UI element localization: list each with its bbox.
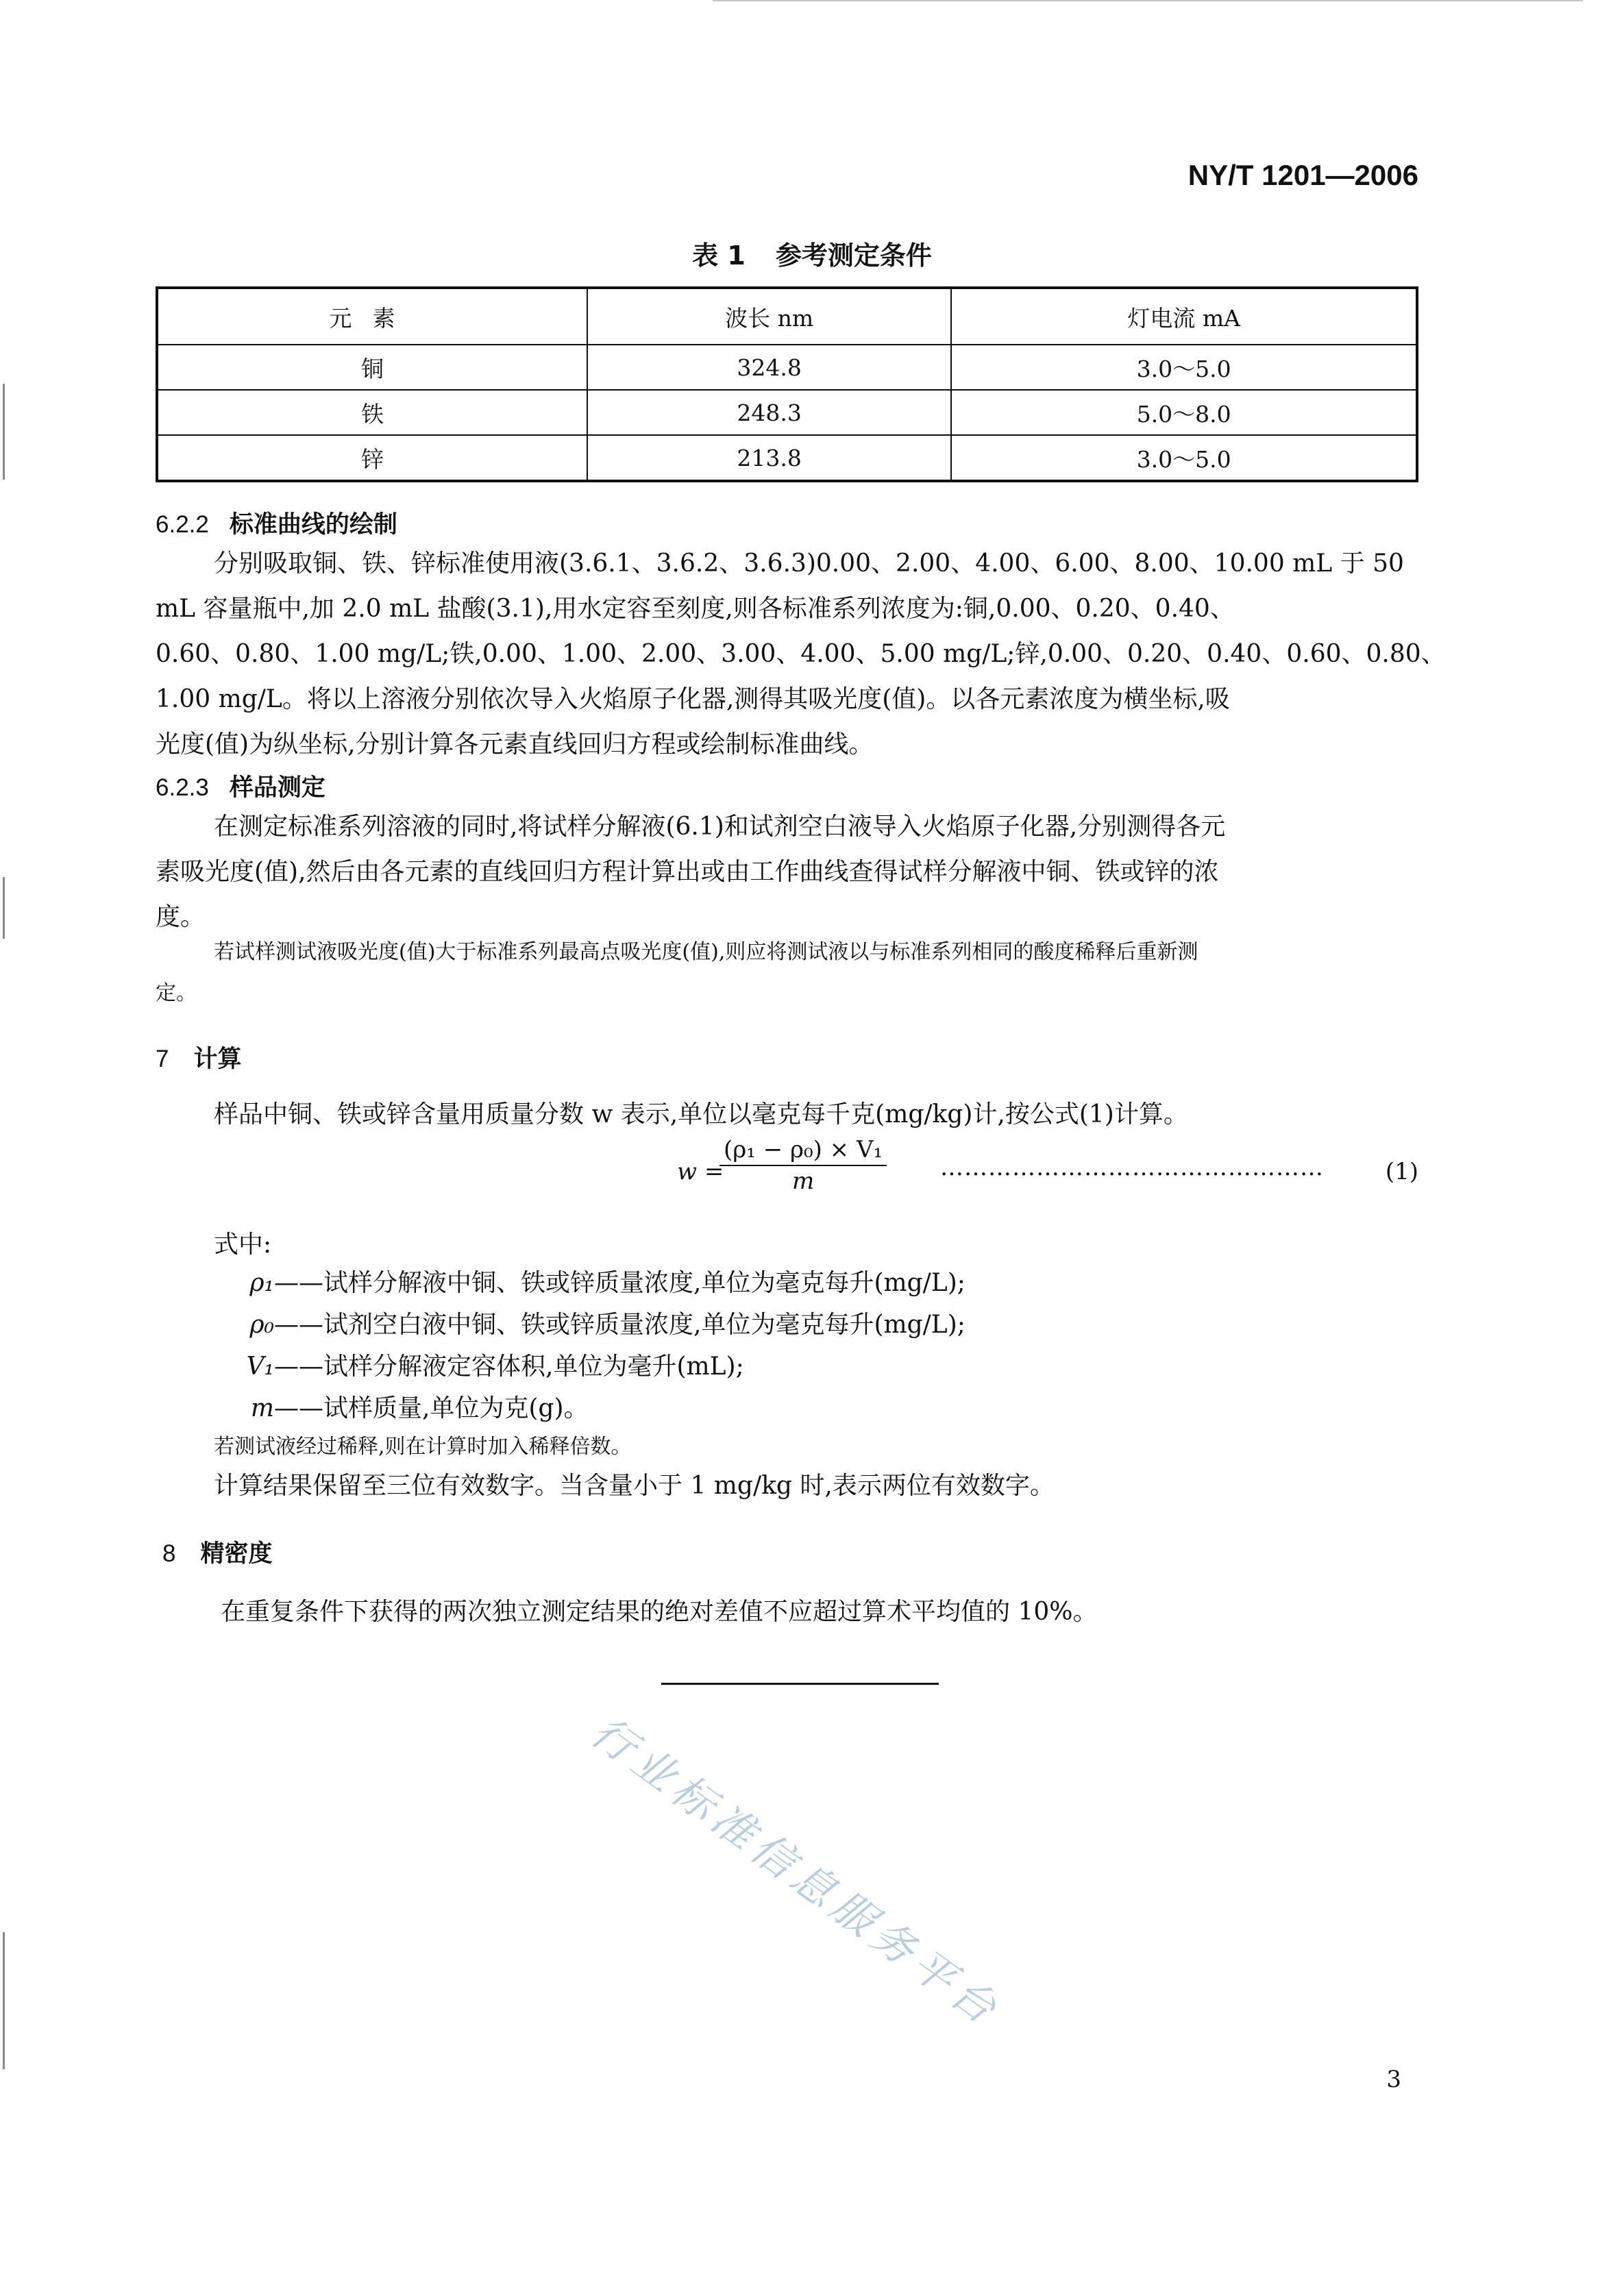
legend-symbol: ρ₀ <box>249 1311 274 1339</box>
table-number: 表 1 <box>692 240 746 271</box>
legend-text: ——试剂空白液中铜、铁或锌质量浓度,单位为毫克每升(mg/L); <box>274 1311 965 1339</box>
end-rule <box>661 1683 939 1685</box>
scan-edge-mark <box>713 0 1583 1</box>
reference-conditions-table <box>156 286 1418 482</box>
cell-element: 锌 <box>157 435 587 481</box>
note-line: 定。 <box>156 981 197 1005</box>
scan-edge-mark <box>3 877 5 939</box>
formula-leader-dots: ………………………………………… <box>940 1154 1324 1181</box>
legend-symbol: V₁ <box>246 1353 274 1381</box>
cell-lamp-current: 3.0～5.0 <box>951 435 1417 481</box>
section-title: 标准曲线的绘制 <box>229 511 397 539</box>
formula-where-label: 式中: <box>214 1231 272 1259</box>
table-row <box>157 390 1417 435</box>
formula-equation-number: (1) <box>1385 1158 1418 1185</box>
legend-item <box>199 1346 744 1387</box>
page-number: 3 <box>1386 2066 1401 2093</box>
legend-symbol: m <box>250 1394 274 1422</box>
section-number: 6.2.3 <box>156 774 209 801</box>
cell-lamp-current: 3.0～5.0 <box>951 345 1417 390</box>
legend-item <box>199 1387 589 1429</box>
paragraph-line: 素吸光度(值),然后由各元素的直线回归方程计算出或由工作曲线查得试样分解液中铜、铁或锌的浓 <box>156 858 1219 886</box>
cell-element: 铁 <box>157 390 587 435</box>
section-number: 6.2.2 <box>156 511 209 538</box>
legend-text: ——试样分解液定容体积,单位为毫升(mL); <box>274 1353 744 1381</box>
section-title: 计算 <box>193 1046 242 1073</box>
column-header-lamp-current: 灯电流 mA <box>951 288 1417 345</box>
cell-wavelength: 248.3 <box>587 390 951 435</box>
section-title: 样品测定 <box>229 774 325 802</box>
section-heading-6-2-3 <box>156 769 325 803</box>
section-heading-7 <box>156 1040 241 1074</box>
column-header-wavelength: 波长 nm <box>587 288 951 345</box>
cell-wavelength: 213.8 <box>587 435 951 481</box>
table-header-row <box>157 288 1417 345</box>
paragraph-line: 分别吸取铜、铁、锌标准使用液(3.6.1、3.6.2、3.6.3)0.00、2.00、4.00、6.00、8.00、10.00 mL 于 50 <box>214 550 1404 578</box>
legend-text: ——试样质量,单位为克(g)。 <box>274 1394 589 1422</box>
table-row <box>157 345 1417 390</box>
legend-symbol: ρ₁ <box>249 1269 274 1297</box>
paragraph-line: 光度(值)为纵坐标,分别计算各元素直线回归方程或绘制标准曲线。 <box>156 730 874 758</box>
formula-numerator: (ρ₁ − ρ₀) × V₁ <box>719 1136 887 1166</box>
paragraph-line: 0.60、0.80、1.00 mg/L;铁,0.00、1.00、2.00、3.00、4.00、5.00 mg/L;锌,0.00、0.20、0.40、0.60、0.80、 <box>156 640 1446 668</box>
standard-number: NY/T 1201—2006 <box>1188 159 1418 191</box>
legend-item <box>199 1304 965 1346</box>
note-line: 若试样测试液吸光度(值)大于标准系列最高点吸光度(值),则应将测试液以与标准系列相同的酸度稀释后重新测 <box>214 940 1198 964</box>
section-title: 精密度 <box>200 1540 273 1568</box>
column-header-element: 元素 <box>157 288 587 345</box>
calculation-intro: 样品中铜、铁或锌含量用质量分数 w 表示,单位以毫克每千克(mg/kg)计,按公式(1)计算。 <box>214 1100 1188 1128</box>
dilution-note: 若测试液经过稀释,则在计算时加入稀释倍数。 <box>214 1435 632 1459</box>
result-rule: 计算结果保留至三位有效数字。当含量小于 1 mg/kg 时,表示两位有效数字。 <box>214 1472 1055 1500</box>
watermark: 行业标准信息服务平台 <box>582 1706 1011 2037</box>
formula-lhs: w = <box>677 1158 724 1185</box>
table-caption: 参考测定条件 <box>775 240 932 271</box>
section-number: 8 <box>162 1540 176 1567</box>
table-title <box>0 234 1624 272</box>
scan-edge-mark <box>3 384 5 480</box>
section-heading-6-2-2 <box>156 506 397 540</box>
table-row <box>157 435 1417 481</box>
paragraph-line: 度。 <box>156 903 206 931</box>
section-heading-8 <box>162 1535 272 1569</box>
section-number: 7 <box>156 1046 169 1072</box>
cell-element: 铜 <box>157 345 587 390</box>
cell-wavelength: 324.8 <box>587 345 951 390</box>
scan-edge-mark <box>3 1932 5 2069</box>
legend-item <box>199 1262 965 1304</box>
paragraph-line: 在测定标准系列溶液的同时,将试样分解液(6.1)和试剂空白液导入火焰原子化器,分别测得各元 <box>214 813 1226 841</box>
precision-text: 在重复条件下获得的两次独立测定结果的绝对差值不应超过算术平均值的 10%。 <box>221 1598 1098 1626</box>
formula-denominator: m <box>791 1168 815 1195</box>
legend-text: ——试样分解液中铜、铁或锌质量浓度,单位为毫克每升(mg/L); <box>274 1269 965 1297</box>
paragraph-line: mL 容量瓶中,加 2.0 mL 盐酸(3.1),用水定容至刻度,则各标准系列浓度为:铜,0.00、0.20、0.40、 <box>156 595 1235 623</box>
formula-fraction <box>719 1136 887 1195</box>
paragraph-line: 1.00 mg/L。将以上溶液分别依次导入火焰原子化器,测得其吸光度(值)。以各元素浓度为横坐标,吸 <box>156 685 1230 713</box>
cell-lamp-current: 5.0～8.0 <box>951 390 1417 435</box>
